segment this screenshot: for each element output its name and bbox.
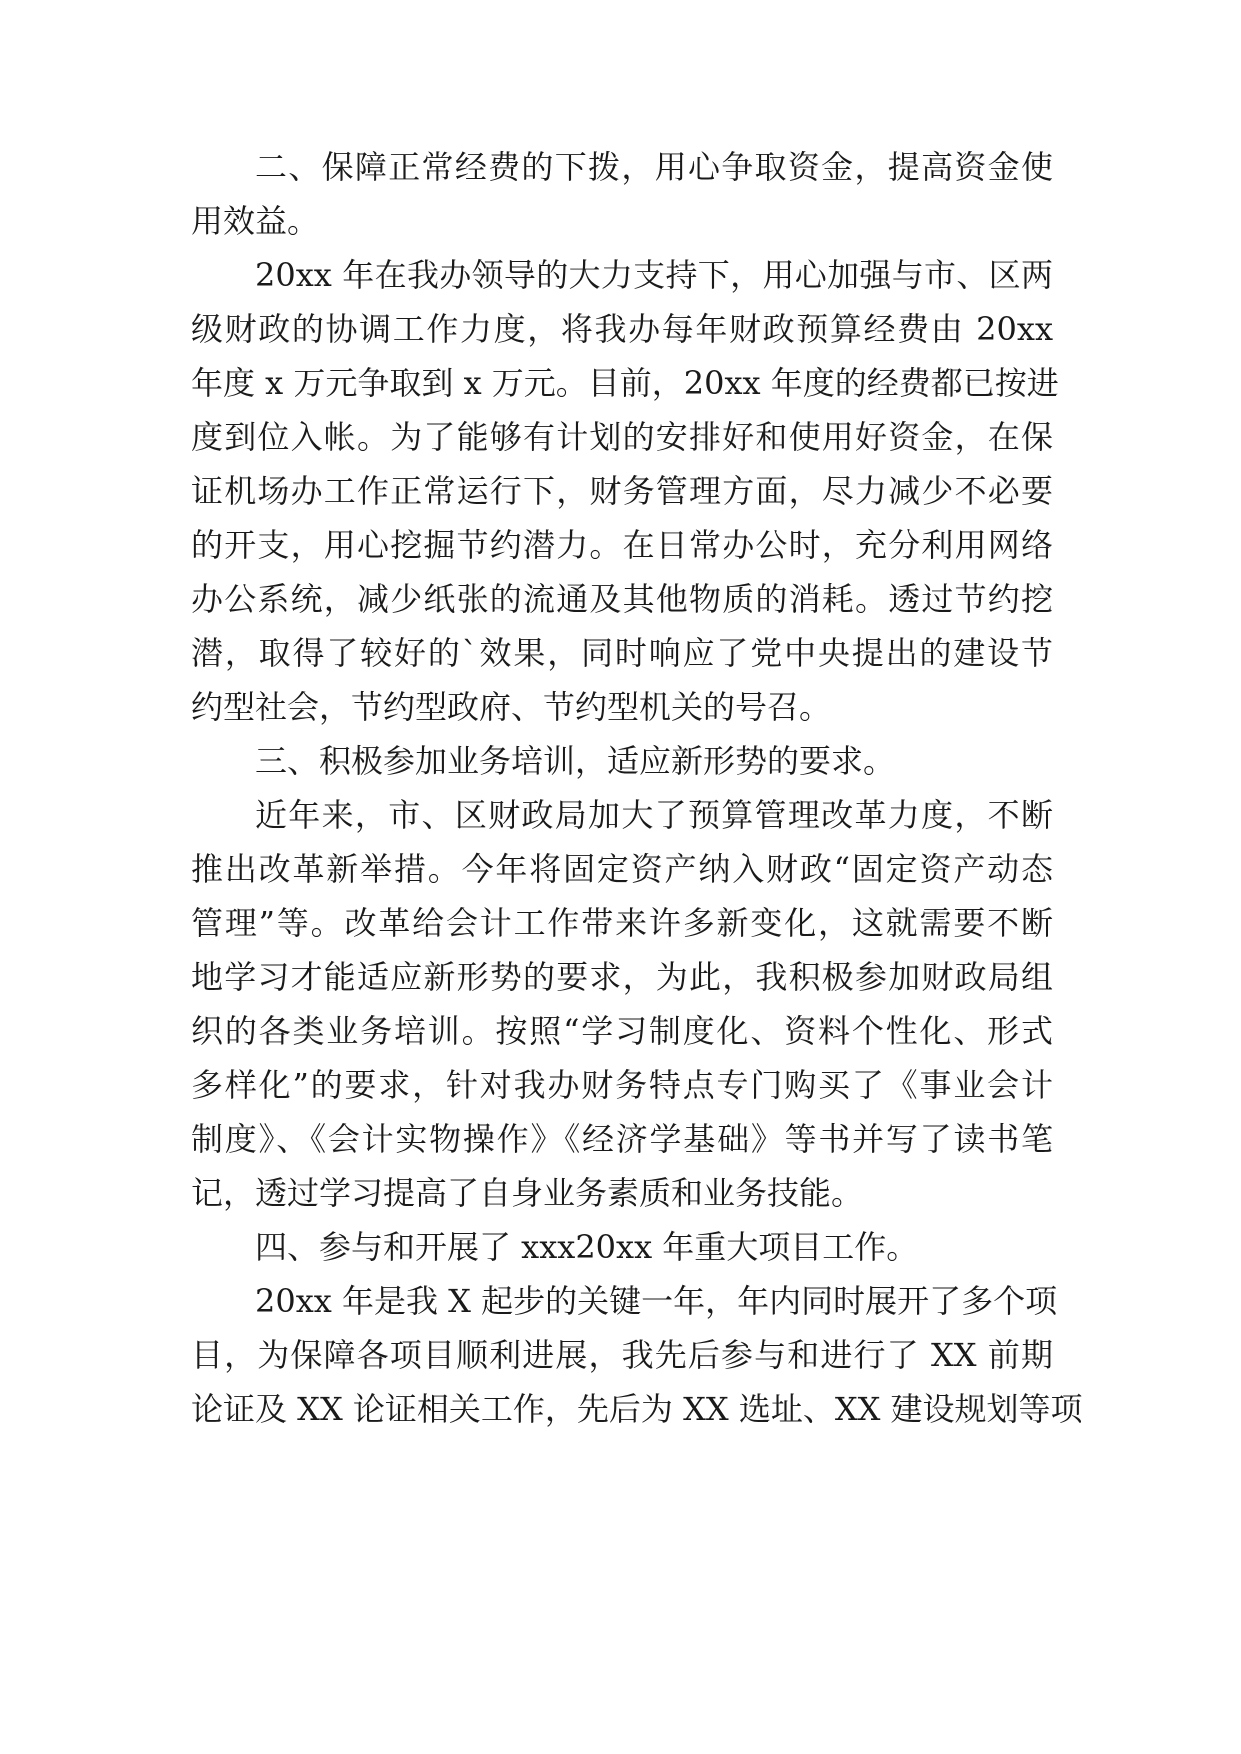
paragraph-2-line-8: 记，透过学习提高了自身业务素质和业务技能。 [191, 1174, 864, 1212]
section-heading-3: 三、积极参加业务培训，适应新形势的要求。 [255, 742, 896, 780]
paragraph-2-line-5: 织的各类业务培训。按照“学习制度化、资料个性化、形式 [191, 1012, 1053, 1050]
section-heading-4: 四、参与和开展了 xxx20xx 年重大项目工作。 [255, 1228, 919, 1266]
paragraph-1-line-6: 的开支，用心挖掘节约潜力。在日常办公时，充分利用网络 [191, 526, 1053, 564]
paragraph-3-line-2: 目，为保障各项目顺利进展，我先后参与和进行了 XX 前期 [191, 1336, 1053, 1374]
paragraph-2-line-1: 近年来，市、区财政局加大了预算管理改革力度，不断 [255, 796, 1053, 834]
paragraph-1-line-2: 级财政的协调工作力度，将我办每年财政预算经费由 20xx [191, 310, 1053, 348]
paragraph-2-line-3: 管理”等。改革给会计工作带来许多新变化，这就需要不断 [191, 904, 1053, 942]
paragraph-1-line-7: 办公系统，减少纸张的流通及其他物质的消耗。透过节约挖 [191, 580, 1053, 618]
section-heading-2-line-1: 二、保障正常经费的下拨，用心争取资金，提高资金使 [255, 148, 1053, 186]
paragraph-1-line-5: 证机场办工作正常运行下，财务管理方面，尽力减少不必要 [191, 472, 1053, 510]
paragraph-1-line-3: 年度 x 万元争取到 x 万元。目前，20xx 年度的经费都已按进 [191, 364, 1059, 402]
paragraph-3-line-3: 论证及 XX 论证相关工作，先后为 XX 选址、XX 建设规划等项 [191, 1390, 1083, 1428]
paragraph-1-line-4: 度到位入帐。为了能够有计划的安排好和使用好资金，在保 [191, 418, 1053, 456]
paragraph-2-line-2: 推出改革新举措。今年将固定资产纳入财政“固定资产动态 [191, 850, 1053, 888]
paragraph-3-line-1: 20xx 年是我 X 起步的关键一年，年内同时展开了多个项 [255, 1282, 1058, 1320]
paragraph-1-line-9: 约型社会，节约型政府、节约型机关的号召。 [191, 688, 832, 726]
paragraph-2-line-4: 地学习才能适应新形势的要求，为此，我积极参加财政局组 [191, 958, 1053, 996]
paragraph-1-line-1: 20xx 年在我办领导的大力支持下，用心加强与市、区两 [255, 256, 1053, 294]
paragraph-1-line-8: 潜，取得了较好的`效果，同时响应了党中央提出的建设节 [191, 634, 1053, 672]
section-heading-2-line-2: 用效益。 [191, 202, 320, 240]
paragraph-2-line-7: 制度》、《会计实物操作》《经济学基础》等书并写了读书笔 [191, 1120, 1053, 1158]
paragraph-2-line-6: 多样化”的要求，针对我办财务特点专门购买了《事业会计 [191, 1066, 1053, 1104]
